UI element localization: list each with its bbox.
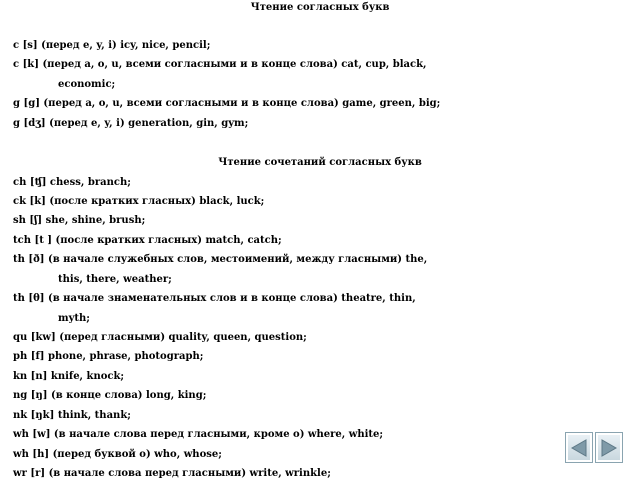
combination-line: ng [ŋ] (в конце слова) long, king; xyxy=(13,390,207,401)
consonant-line: c [k] (перед a, o, u, всеми согласными и в конце слова) cat, cup, black, xyxy=(13,59,427,70)
heading-combinations: Чтение сочетаний согласных букв xyxy=(218,157,422,168)
next-slide-button[interactable] xyxy=(596,433,622,462)
combination-line: qu [kw] (перед гласными) quality, queen, question; xyxy=(13,332,307,343)
arrow-left-icon xyxy=(571,439,587,457)
heading-consonants: Чтение согласных букв xyxy=(250,2,390,13)
combination-line: kn [n] knife, knock; xyxy=(13,371,125,382)
combination-line: ph [f] phone, phrase, photograph; xyxy=(13,351,204,362)
combination-line: nk [ŋk] think, thank; xyxy=(13,410,131,421)
combination-line: ch [ʧ] chess, branch; xyxy=(13,177,131,188)
consonant-line: g [dʒ] (перед e, y, i) generation, gin, gym; xyxy=(13,118,249,129)
consonant-line: economic; xyxy=(58,79,116,90)
combination-line: sh [ʃ] she, shine, brush; xyxy=(13,215,146,226)
combination-line: wh [h] (перед буквой о) who, whose; xyxy=(13,449,222,460)
arrow-right-icon xyxy=(601,439,617,457)
combination-line: myth; xyxy=(58,313,90,324)
prev-slide-button[interactable] xyxy=(566,433,592,462)
combination-line: wh [w] (в начале слова перед гласными, кроме о) where, white; xyxy=(13,429,384,440)
combination-line: th [θ] (в начале знаменательных слов и в конце слова) theatre, thin, xyxy=(13,293,416,304)
combination-line: this, there, weather; xyxy=(58,274,172,285)
combination-line: ck [k] (после кратких гласных) black, luck; xyxy=(13,196,265,207)
combination-line: wr [r] (в начале слова перед гласными) write, wrinkle; xyxy=(13,468,331,479)
consonant-line: g [g] (перед a, o, u, всеми согласными и в конце слова) game, green, big; xyxy=(13,98,441,109)
combination-line: tch [t ] (после кратких гласных) match, catch; xyxy=(13,235,282,246)
consonant-line: c [s] (перед e, y, i) icy, nice, pencil; xyxy=(13,40,211,51)
combination-line: th [ð] (в начале служебных слов, местоимений, между гласными) the, xyxy=(13,254,428,265)
